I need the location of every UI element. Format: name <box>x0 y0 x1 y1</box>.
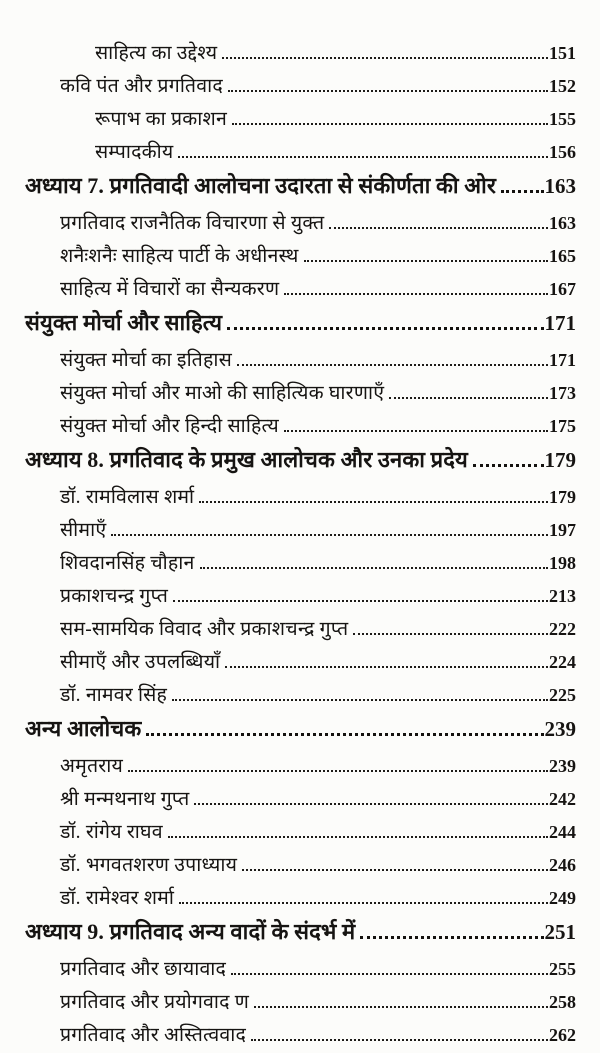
dot-leader <box>146 733 543 736</box>
dot-leader <box>128 770 548 772</box>
dot-leader <box>284 293 548 295</box>
toc-entry-page: 171 <box>549 350 576 370</box>
dot-leader <box>194 803 548 805</box>
toc-entry-label: सम्पादकीय <box>95 142 174 163</box>
toc-entry-label: डॉ. रामेश्वर शर्मा <box>60 888 175 909</box>
toc-entry-page: 156 <box>549 142 576 162</box>
toc-entry-label: अमृतराय <box>60 756 124 777</box>
toc-entry <box>25 581 576 614</box>
toc-entry-label: डॉ. भगवतशरण उपाध्याय <box>60 855 238 876</box>
toc-entry-page: 239 <box>544 717 576 741</box>
toc-entry <box>25 274 576 307</box>
toc-entry-label: डॉ. नामवर सिंह <box>60 685 168 706</box>
toc-entry-label: सीमाएँ और उपलब्धियाँ <box>60 652 221 673</box>
toc-entry-label: प्रगतिवाद और प्रयोगवाद ण <box>60 992 250 1013</box>
toc-entry-page: 163 <box>544 174 576 198</box>
dot-leader <box>231 973 548 975</box>
toc-entry <box>25 784 576 817</box>
toc-entry-page: 167 <box>549 279 576 299</box>
toc-entry-page: 179 <box>544 448 576 472</box>
toc-entry <box>25 38 576 71</box>
toc-entry <box>25 954 576 987</box>
toc-list <box>25 38 576 1053</box>
dot-leader <box>225 666 548 668</box>
toc-chapter-entry <box>25 170 576 208</box>
dot-leader <box>173 600 548 602</box>
dot-leader <box>353 633 548 635</box>
dot-leader <box>254 1006 548 1008</box>
dot-leader <box>237 364 548 366</box>
toc-entry-label: डॉ. रामविलास शर्मा <box>60 487 195 508</box>
toc-entry-label: अध्याय 7. प्रगतिवादी आलोचना उदारता से संकीर्णता की ओर <box>25 173 496 198</box>
toc-entry <box>25 680 576 713</box>
toc-entry <box>25 1020 576 1053</box>
toc-entry-page: 251 <box>544 920 576 944</box>
dot-leader <box>284 430 548 432</box>
toc-entry-page: 249 <box>549 888 576 908</box>
toc-entry-label: डॉ. रांगेय राघव <box>60 822 163 843</box>
toc-entry <box>25 883 576 916</box>
toc-entry-label: संयुक्त मोर्चा और हिन्दी साहित्य <box>60 416 279 437</box>
toc-entry-label: सीमाएँ <box>60 520 107 541</box>
toc-entry-label: प्रगतिवाद और अस्तित्ववाद <box>60 1025 247 1046</box>
toc-entry-label: प्रगतिवाद और छायावाद <box>60 959 227 980</box>
toc-entry <box>25 987 576 1020</box>
toc-entry-label: अन्य आलोचक <box>25 716 142 741</box>
toc-entry <box>25 241 576 274</box>
dot-leader <box>501 190 544 193</box>
dot-leader <box>232 123 548 125</box>
toc-entry <box>25 345 576 378</box>
toc-entry-page: 225 <box>549 685 576 705</box>
toc-entry-label: संयुक्त मोर्चा और साहित्य <box>25 310 223 335</box>
dot-leader <box>168 836 548 838</box>
toc-entry <box>25 482 576 515</box>
dot-leader <box>111 534 548 536</box>
toc-entry-label: साहित्य का उद्देश्य <box>95 43 218 64</box>
toc-entry <box>25 104 576 137</box>
toc-entry-page: 179 <box>549 487 576 507</box>
toc-entry <box>25 515 576 548</box>
toc-chapter-entry <box>25 307 576 345</box>
dot-leader <box>329 227 548 229</box>
toc-entry <box>25 647 576 680</box>
toc-entry-label: रूपाभ का प्रकाशन <box>95 109 227 130</box>
toc-entry-page: 163 <box>549 213 576 233</box>
toc-entry-page: 262 <box>549 1025 576 1045</box>
toc-entry <box>25 71 576 104</box>
dot-leader <box>242 869 548 871</box>
toc-entry <box>25 751 576 784</box>
dot-leader <box>200 567 548 569</box>
toc-entry-label: साहित्य में विचारों का सैन्यकरण <box>60 279 280 300</box>
toc-entry-label: संयुक्त मोर्चा का इतिहास <box>60 350 232 371</box>
toc-entry-page: 239 <box>549 756 576 776</box>
toc-chapter-entry <box>25 916 576 954</box>
toc-entry-page: 255 <box>549 959 576 979</box>
toc-entry-page: 151 <box>549 43 576 63</box>
toc-entry <box>25 378 576 411</box>
toc-entry <box>25 614 576 647</box>
toc-entry-page: 152 <box>549 76 576 96</box>
dot-leader <box>360 936 543 939</box>
toc-entry-page: 198 <box>549 553 576 573</box>
dot-leader <box>389 397 548 399</box>
dot-leader <box>228 90 548 92</box>
toc-entry <box>25 208 576 241</box>
toc-entry <box>25 850 576 883</box>
toc-entry-page: 173 <box>549 383 576 403</box>
toc-entry-page: 246 <box>549 855 576 875</box>
toc-entry-page: 155 <box>549 109 576 129</box>
toc-entry-label: अध्याय 9. प्रगतिवाद अन्य वादों के संदर्भ में <box>25 919 356 944</box>
toc-entry <box>25 548 576 581</box>
toc-entry-page: 258 <box>549 992 576 1012</box>
toc-entry-page: 175 <box>549 416 576 436</box>
dot-leader <box>227 327 543 330</box>
toc-entry-page: 213 <box>549 586 576 606</box>
toc-entry-page: 171 <box>544 311 576 335</box>
toc-entry-page: 242 <box>549 789 576 809</box>
toc-entry-label: शनैःशनैः साहित्य पार्टी के अधीनस्थ <box>60 246 299 267</box>
toc-entry-page: 165 <box>549 246 576 266</box>
dot-leader <box>251 1039 548 1041</box>
dot-leader <box>222 57 548 59</box>
toc-entry-label: संयुक्त मोर्चा और माओ की साहित्यिक घारणाएँ <box>60 383 385 404</box>
toc-entry <box>25 411 576 444</box>
toc-entry-label: शिवदानसिंह चौहान <box>60 553 195 574</box>
toc-entry-label: प्रकाशचन्द्र गुप्त <box>60 586 169 607</box>
toc-entry <box>25 137 576 170</box>
toc-entry-page: 222 <box>549 619 576 639</box>
toc-entry-label: श्री मन्मथनाथ गुप्त <box>60 789 190 810</box>
dot-leader <box>178 156 548 158</box>
toc-entry-page: 244 <box>549 822 576 842</box>
toc-entry-label: कवि पंत और प्रगतिवाद <box>60 76 223 97</box>
toc-entry-label: प्रगतिवाद राजनैतिक विचारणा से युक्त <box>60 213 325 234</box>
toc-entry-label: अध्याय 8. प्रगतिवाद के प्रमुख आलोचक और उनका प्रदेय <box>25 447 468 472</box>
dot-leader <box>172 699 548 701</box>
toc-entry <box>25 817 576 850</box>
toc-chapter-entry <box>25 713 576 751</box>
dot-leader <box>473 464 544 467</box>
toc-entry-page: 224 <box>549 652 576 672</box>
toc-entry-label: सम-सामयिक विवाद और प्रकाशचन्द्र गुप्त <box>60 619 349 640</box>
toc-entry-page: 197 <box>549 520 576 540</box>
dot-leader <box>199 501 548 503</box>
dot-leader <box>179 902 548 904</box>
dot-leader <box>304 260 548 262</box>
toc-chapter-entry <box>25 444 576 482</box>
